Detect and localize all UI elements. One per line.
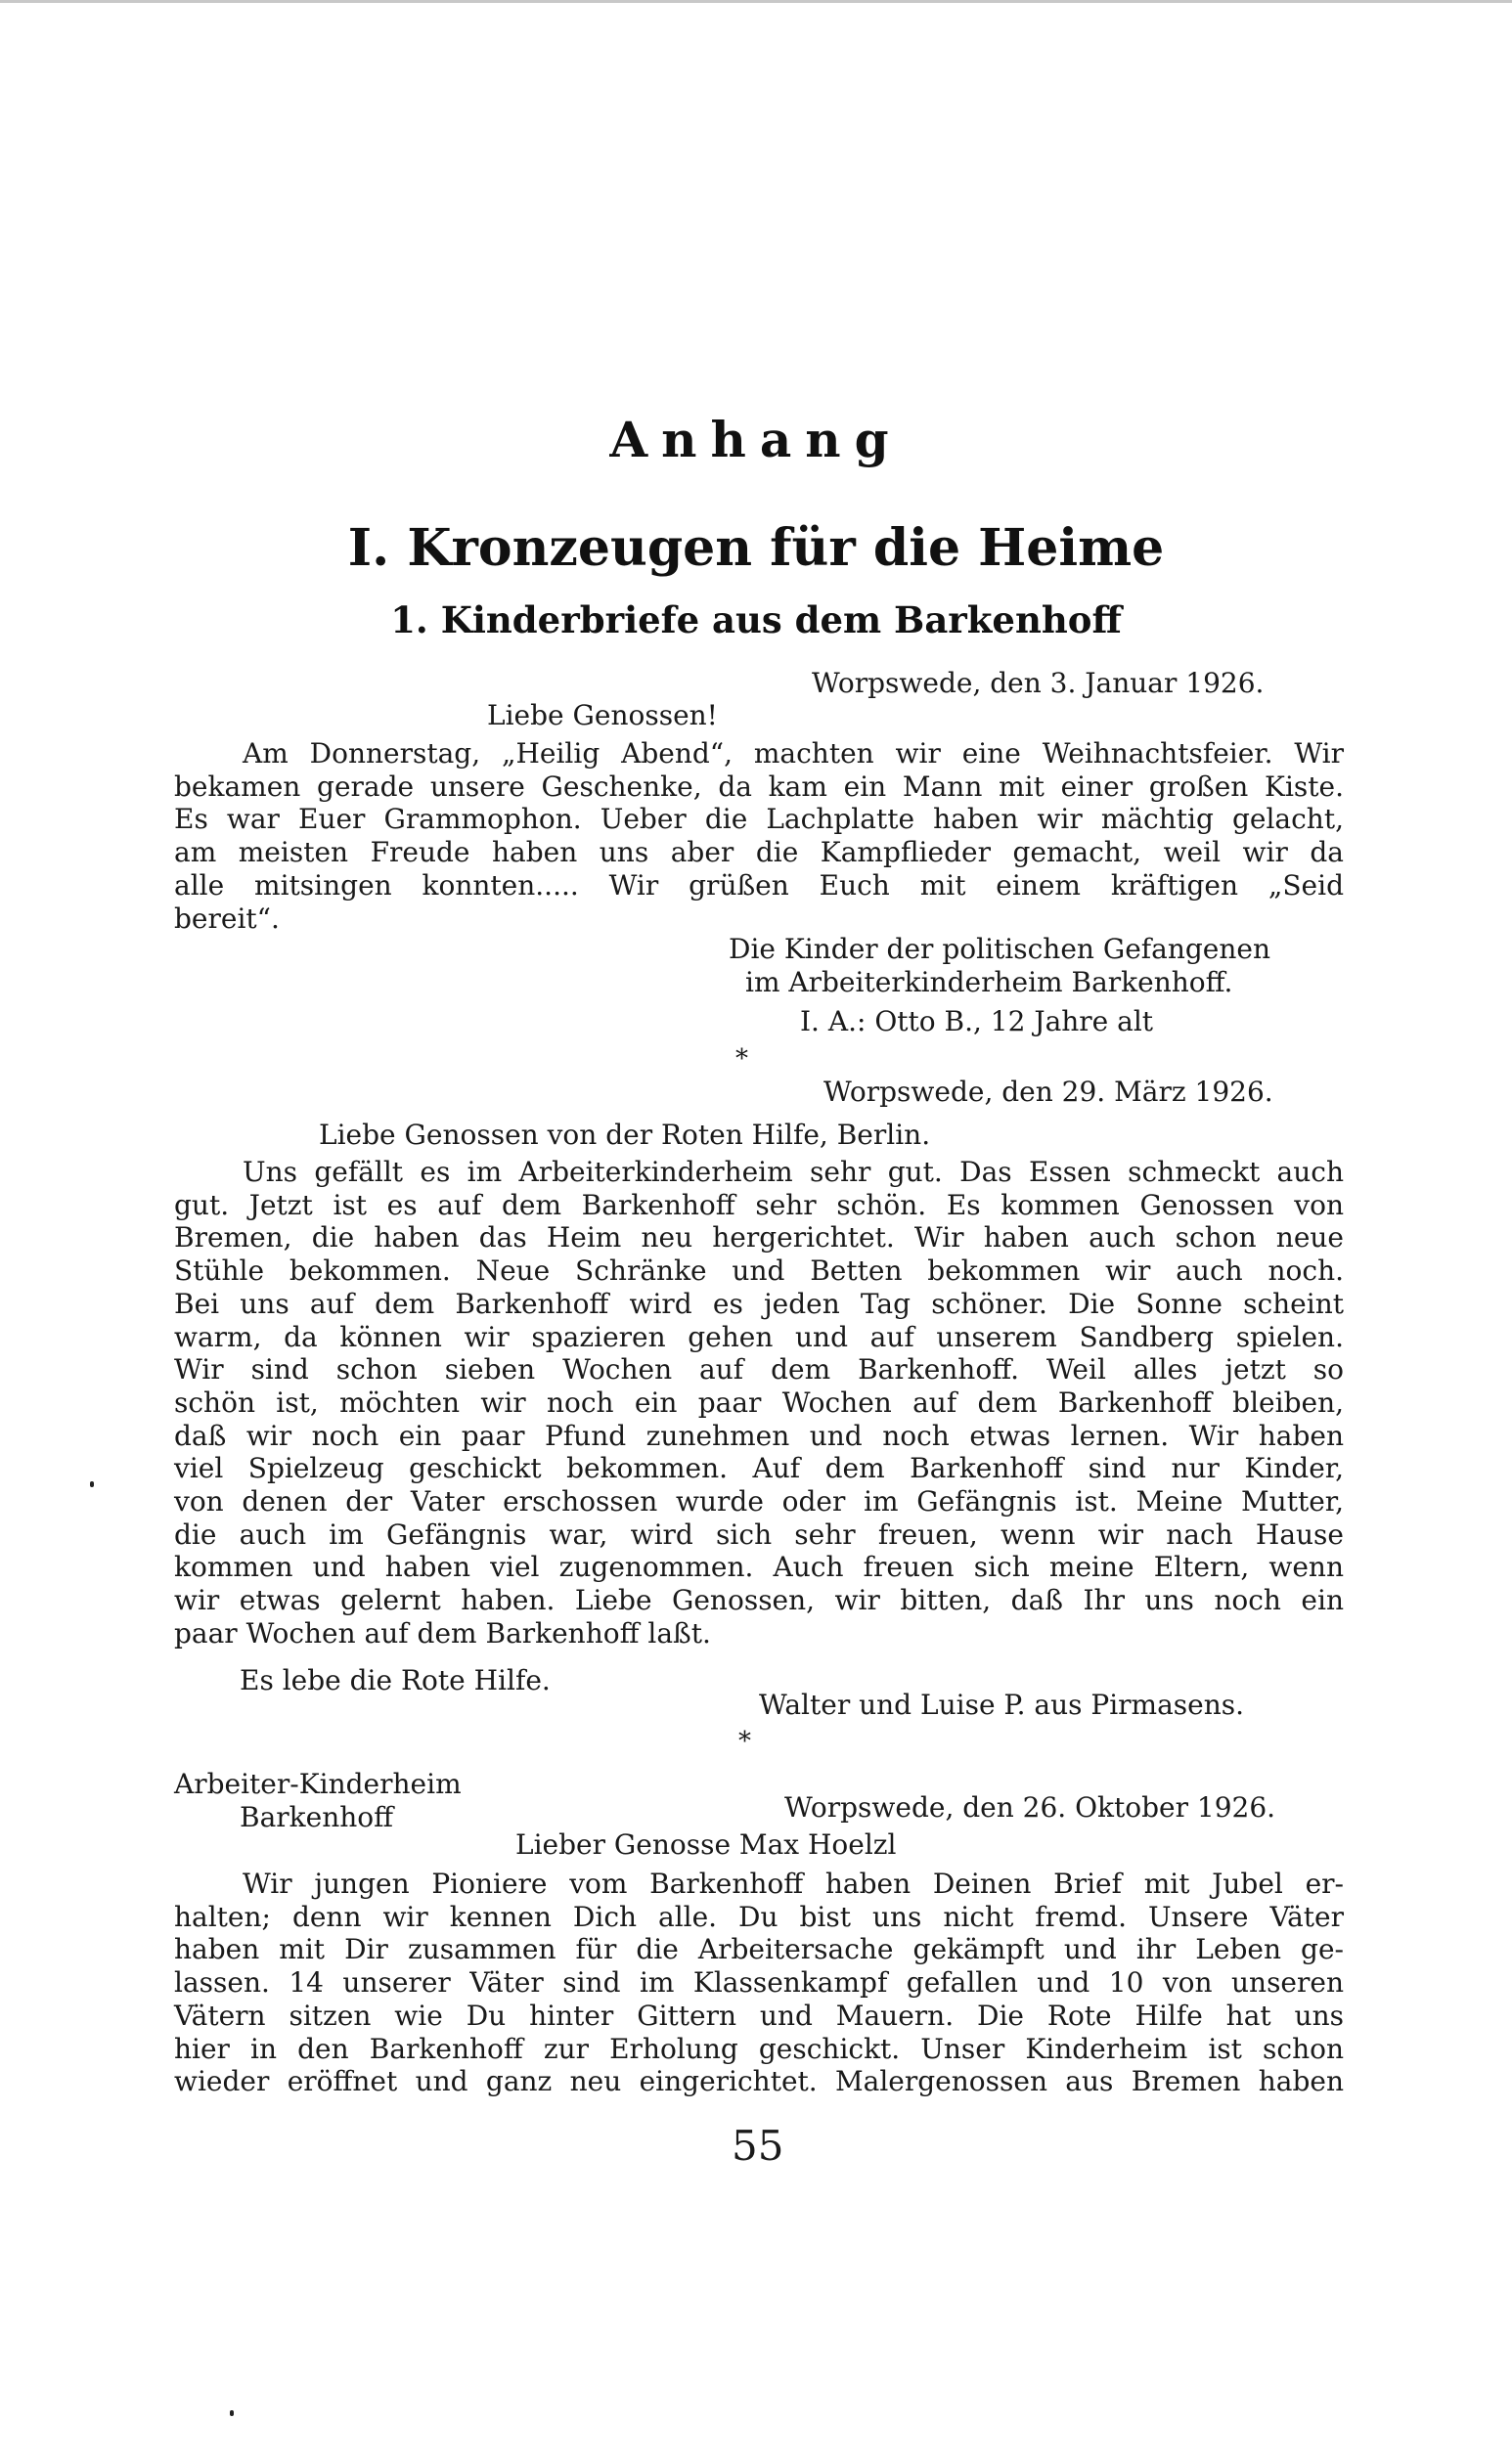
letter2-salutation: Liebe Genossen von der Roten Hilfe, Berlin. bbox=[319, 1119, 931, 1151]
letter3-line: Vätern sitzen wie Du hinter Gittern und Mauern. Die Rote Hilfe hat uns bbox=[174, 1999, 1344, 2032]
letter3-sender: Arbeiter-Kinderheim bbox=[174, 1768, 462, 1800]
appendix-heading: Anhang bbox=[609, 411, 903, 468]
letter1-line: bekamen gerade unsere Geschenke, da kam ein Mann mit einer großen Kiste. bbox=[174, 770, 1344, 803]
letter3-line: lassen. 14 unserer Väter sind im Klassenkampf gefallen und 10 von unseren bbox=[174, 1966, 1344, 2000]
section-heading: 1. Kinderbriefe aus dem Barkenhoff bbox=[390, 598, 1122, 641]
letter3-salutation: Lieber Genosse Max Hoelzl bbox=[515, 1828, 897, 1861]
letter2-line: die auch im Gefängnis war, wird sich sehr freuen, wenn wir nach Hause bbox=[174, 1518, 1344, 1551]
page-number: 55 bbox=[732, 2122, 784, 2170]
letter2-line: daß wir noch ein paar Pfund zunehmen und noch etwas lernen. Wir haben bbox=[174, 1419, 1344, 1452]
scan-speck bbox=[230, 2410, 234, 2416]
letter2-line: Uns gefällt es im Arbeiterkinderheim sehr gut. Das Essen schmeckt auch bbox=[243, 1156, 1344, 1188]
scan-edge-line bbox=[0, 0, 1512, 3]
letter2-line: warm, da können wir spazieren gehen und auf unserem Sandberg spielen. bbox=[174, 1320, 1344, 1353]
letter3-line: halten; denn wir kennen Dich alle. Du bist uns nicht fremd. Unsere Väter bbox=[174, 1900, 1344, 1933]
separator-asterisk: * bbox=[735, 1044, 748, 1074]
letter2-line: wir etwas gelernt haben. Liebe Genossen, wir bitten, daß Ihr uns noch ein bbox=[174, 1584, 1344, 1617]
letter2-closing: Es lebe die Rote Hilfe. bbox=[240, 1664, 551, 1696]
letter1-signature-line: im Arbeiterkinderheim Barkenhoff. bbox=[745, 966, 1233, 998]
letter3-line: haben mit Dir zusammen für die Arbeitersache gekämpft und ihr Leben ge- bbox=[174, 1933, 1344, 1966]
letter3-body bbox=[174, 1868, 1344, 2098]
letter3-line: Wir jungen Pioniere vom Barkenhoff haben Deinen Brief mit Jubel er- bbox=[243, 1868, 1344, 1900]
letter1-body bbox=[174, 737, 1344, 935]
letter2-signature: Walter und Luise P. aus Pirmasens. bbox=[759, 1689, 1245, 1721]
letter1-line: Es war Euer Grammophon. Ueber die Lachplatte haben wir mächtig gelacht, bbox=[174, 803, 1344, 836]
separator-asterisk: * bbox=[738, 1727, 751, 1756]
letter2-line: paar Wochen auf dem Barkenhoff laßt. bbox=[174, 1616, 711, 1650]
letter2-line: gut. Jetzt ist es auf dem Barkenhoff sehr schön. Es kommen Genossen von bbox=[174, 1188, 1344, 1221]
letter2-dateline: Worpswede, den 29. März 1926. bbox=[823, 1076, 1273, 1108]
letter1-line: Am Donnerstag, „Heilig Abend“, machten wir eine Weihnachtsfeier. Wir bbox=[243, 737, 1344, 770]
letter1-salutation: Liebe Genossen! bbox=[487, 699, 718, 731]
letter1-line: alle mitsingen konnten..... Wir grüßen Euch mit einem kräftigen „Seid bbox=[174, 868, 1344, 902]
letter2-line: Bei uns auf dem Barkenhoff wird es jeden Tag schöner. Die Sonne scheint bbox=[174, 1287, 1344, 1320]
letter3-sender: Barkenhoff bbox=[240, 1801, 394, 1833]
letter2-line: viel Spielzeug geschickt bekommen. Auf dem Barkenhoff sind nur Kinder, bbox=[174, 1452, 1344, 1485]
letter1-line: am meisten Freude haben uns aber die Kampflieder gemacht, weil wir da bbox=[174, 836, 1344, 869]
letter3-dateline: Worpswede, den 26. Oktober 1926. bbox=[784, 1791, 1276, 1824]
letter2-line: Stühle bekommen. Neue Schränke und Betten bekommen wir auch noch. bbox=[174, 1254, 1344, 1288]
letter2-line: von denen der Vater erschossen wurde oder im Gefängnis ist. Meine Mutter, bbox=[174, 1485, 1344, 1518]
letter3-line: wieder eröffnet und ganz neu eingerichtet. Malergenossen aus Bremen haben bbox=[174, 2065, 1344, 2098]
chapter-heading: I. Kronzeugen für die Heime bbox=[347, 518, 1165, 578]
letter2-line: Wir sind schon sieben Wochen auf dem Barkenhoff. Weil alles jetzt so bbox=[174, 1353, 1344, 1386]
letter1-dateline: Worpswede, den 3. Januar 1926. bbox=[812, 667, 1265, 699]
letter3-line: hier in den Barkenhoff zur Erholung geschickt. Unser Kinderheim ist schon bbox=[174, 2032, 1344, 2065]
scan-speck bbox=[90, 1481, 94, 1487]
letter2-body bbox=[174, 1156, 1344, 1650]
letter2-line: schön ist, möchten wir noch ein paar Wochen auf dem Barkenhoff bleiben, bbox=[174, 1386, 1344, 1419]
letter2-line: Bremen, die haben das Heim neu hergerichtet. Wir haben auch schon neue bbox=[174, 1221, 1344, 1254]
letter1-line: bereit“. bbox=[174, 902, 280, 935]
letter2-line: kommen und haben viel zugenommen. Auch freuen sich meine Eltern, wenn bbox=[174, 1551, 1344, 1584]
letter1-signature-line: I. A.: Otto B., 12 Jahre alt bbox=[800, 1005, 1154, 1037]
letter1-signature-line: Die Kinder der politischen Gefangenen bbox=[729, 933, 1270, 965]
